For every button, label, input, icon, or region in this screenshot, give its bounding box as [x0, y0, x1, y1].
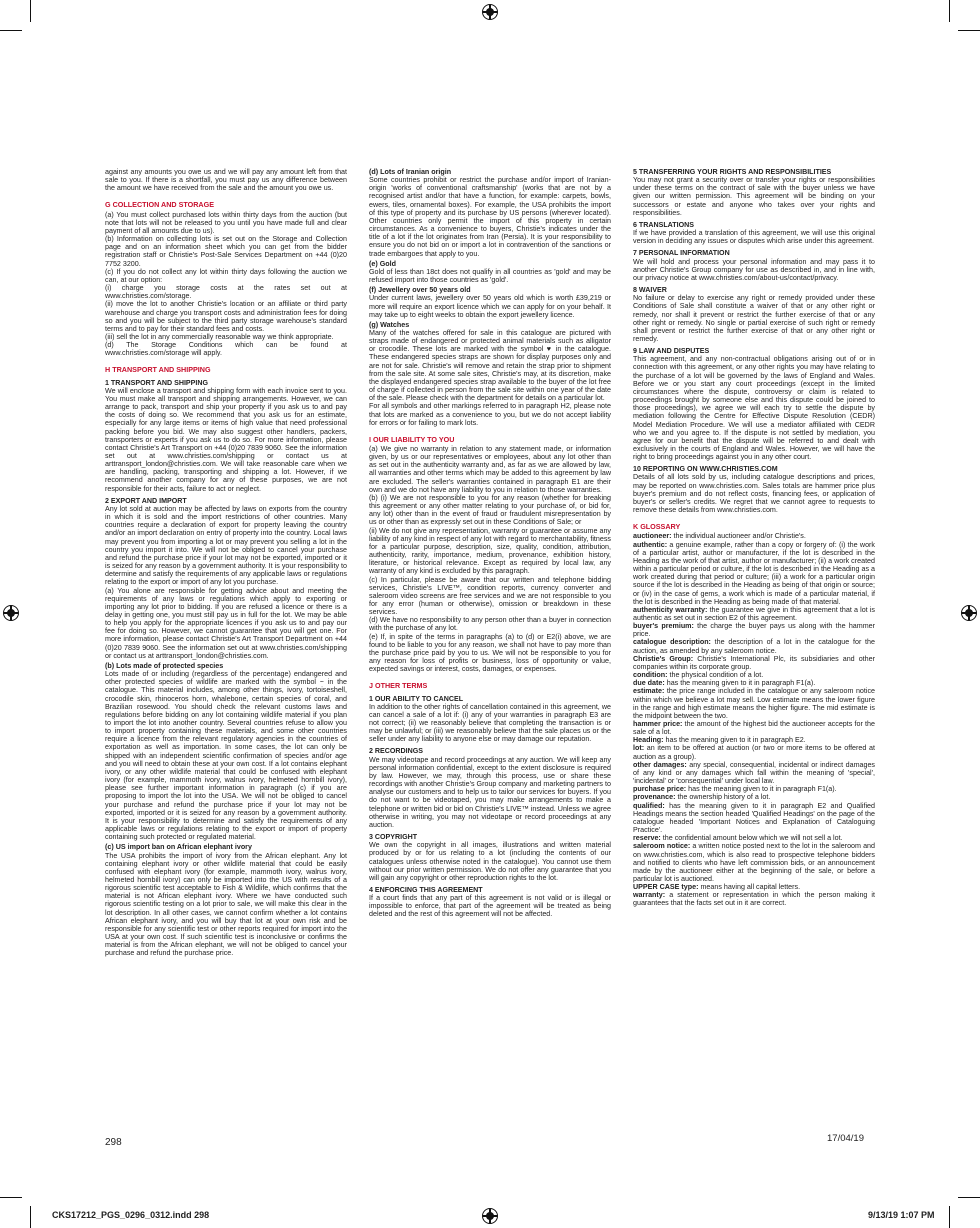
subsection-heading: 2 RECORDINGS	[369, 747, 423, 756]
glossary-definition: has the meaning given to it in paragraph F1(a).	[686, 785, 837, 794]
glossary-definition: the charge the buyer pays us along with the hammer price.	[633, 622, 876, 639]
glossary-entry	[633, 891, 875, 907]
paragraph: The USA prohibits the import of ivory from the African elephant. Any lot containing elephant ivory or other wildlife material that could be easily confused with elephant ivory (for example, mammoth ivory, walrus ivory, helmeted hornbill ivory) can only be imported into the US with results of a rigorous scientific test acceptable to Fish & Wildlife, which confirms that the material is not African elephant ivory. Where we have conducted such rigorous scientific testing on a lot prior to sale, we will make this clear in the lot description. In all other cases, we cannot confirm whether a lot contains African elephant ivory, and you will buy that lot at your own risk and be responsible for any scientific test or other reports required for import into the USA at your own cost. If such scientific test is inconclusive or confirms the material is from the African elephant, we will not be obliged to cancel your purchase and refund the purchase price.	[105, 851, 347, 958]
paragraph: (c) If you do not collect any lot within thirty days following the auction we can, at our option:	[105, 267, 347, 284]
item-heading: (e) Gold	[369, 259, 396, 268]
crop-mark	[30, 0, 31, 22]
glossary-term: auctioneer:	[633, 532, 672, 541]
paragraph: Many of the watches offered for sale in this catalogue are pictured with straps made of endangered or protected animal materials such as alligator or crocodile. These lots are marked with the symbol ♥ in the catalogue. These endangered species straps are shown for display purposes only and are not for sale. Christie's will remove and retain the strap prior to shipment from the sale site. At some sale sites, Christie's may, at its discretion, make the displayed endangered species strap available to the buyer of the lot free of charge if collected in person from the sale site within one year of the date of the sale. Please check with the department for details on a particular lot.	[369, 328, 611, 403]
registration-mark-icon	[482, 4, 498, 20]
section-heading: I OUR LIABILITY TO YOU	[369, 434, 455, 444]
glossary-term: reserve:	[633, 834, 661, 843]
paragraph: Any lot sold at auction may be affected by laws on exports from the country in which it is sold and the import restrictions of other countries. Many countries require a declaration of export for property leaving the country and/or an import declaration on entry of property into the country. Local laws may prevent you from importing a lot or may prevent you selling a lot in the country you import it into. We will not be obliged to cancel your purchase and refund the purchase price if your lot may not be exported, imported or it is seized for any reason by a government authority. It is your responsibility to determine and satisfy the requirements of any applicable laws or regulations relating to the export or import of any lot you purchase.	[105, 504, 347, 587]
subsection-heading: 5 TRANSFERRING YOUR RIGHTS AND RESPONSIBILITIES	[633, 168, 832, 176]
paragraph: If we have provided a translation of this agreement, we will use this original version in deciding any issues or disputes which arise under this agreement.	[633, 229, 875, 246]
glossary-term: due date:	[633, 679, 665, 688]
glossary-entry	[633, 606, 875, 622]
glossary-term: catalogue description:	[633, 638, 711, 647]
glossary-term: purchase price:	[633, 785, 687, 794]
glossary-term: qualified:	[633, 801, 665, 810]
glossary-entry	[633, 744, 875, 760]
glossary-term: saleroom notice:	[633, 842, 691, 851]
crop-mark	[30, 1206, 31, 1228]
glossary-term: other damages:	[633, 760, 687, 769]
paragraph: Some countries prohibit or restrict the purchase and/or import of Iranian-origin 'works of conventional craftsmanship' (works that are not by a recognised artist and/or that have a function, for example: carpets, bowls, ewers, tiles, ornamental boxes). For example, the USA prohibits the import of this type of property and its purchase by US persons (wherever located). Other countries only permit the import of this property in certain circumstances. As a convenience to buyers, Christie's indicates under the title of a lot if the lot originates from Iran (Persia). It is your responsibility to ensure you do not bid on or import a lot in contravention of the sanctions or trade embargoes that apply to you.	[369, 176, 611, 258]
crop-mark	[958, 1197, 980, 1198]
subsection-heading: 10 REPORTING ON WWW.CHRISTIES.COM	[633, 465, 778, 474]
paragraph: This agreement, and any non-contractual obligations arising out of or in connection with this agreement, or any other rights you may have relating to the purchase of a lot will be governed by the laws of England and Wales. Before we or you start any court proceedings (except in the limited circumstances where the dispute, controversy or claim is related to proceedings brought by someone else and this dispute could be joined to those proceedings), we agree we will each try to settle the dispute by mediation following the Centre for Effective Dispute Resolution (CEDR) Model Mediation Procedure. We will use a mediator affiliated with CEDR who we and you agree to. If the dispute is not settled by mediation, you agree for our benefit that the dispute will be referred to and dealt with exclusively in the courts of England and Wales. However, we will have the right to bring proceedings against you in any other court.	[633, 355, 875, 462]
paragraph: If a court finds that any part of this agreement is not valid or is illegal or impossible to enforce, that part of the agreement will be treated as being deleted and the rest of this agreement will not be affected.	[369, 894, 611, 919]
glossary-term: condition:	[633, 671, 668, 680]
paragraph: (b) (i) We are not responsible to you for any reason (whether for breaking this agreement or any other matter relating to your purchase of, or bid for, any lot) other than in the event of fraud or fraudulent misrepresentation by us or other than as expressly set out in these Conditions of Sale; or	[369, 493, 611, 527]
glossary-definition: means having all capital letters.	[698, 883, 801, 892]
subsection-heading: 1 OUR ABILITY TO CANCEL	[369, 694, 464, 703]
crop-mark	[958, 30, 980, 31]
glossary-definition: the individual auctioneer and/or Christie's.	[671, 532, 806, 541]
paragraph: (c) In particular, please be aware that our written and telephone bidding services, Christie's LIVE™, condition reports, currency converter and saleroom video screens are free services and we are not responsible to you for any error (human or otherwise), omission or breakdown in these services.	[369, 575, 611, 617]
subsection-heading: 1 TRANSPORT AND SHIPPING	[105, 378, 209, 387]
paragraph: (a) You alone are responsible for getting advice about and meeting the requirements of any laws or regulations which apply to exporting or importing any lot prior to bidding. If you are refused a licence or there is a delay in getting one, you must still pay us in full for the lot. We may be able to help you apply for the appropriate licences if you ask us to and pay our fee for doing so. However, we cannot guarantee that you will get one. For more information, please contact Christie's Art Transport Department on +44 (0)20 7839 9060. See the information set out at www.christies.com/shipping or contact us at arttransport_london@christies.com.	[105, 586, 347, 660]
paragraph: No failure or delay to exercise any right or remedy provided under these Conditions of Sale shall constitute a waiver of that or any other right or remedy, nor shall it prevent or restrict the further exercise of that or any other right or remedy. No single or partial exercise of such right or remedy shall prevent or restrict the further exercise of that or any other right or remedy.	[633, 294, 875, 343]
glossary-definition: the price range included in the catalogue or any saleroom notice within which we believe a lot may sell. Low estimate means the lower figure in the range and high estimate means the higher figure. The mid estimate is the midpoint between the two.	[633, 687, 875, 720]
subsection-heading: 8 WAIVER	[633, 286, 667, 295]
paragraph: Lots made of or including (regardless of the percentage) endangered and other protected species of wildlife are marked with the symbol ~ in the catalogue. This material includes, among other things, ivory, tortoiseshell, crocodile skin, rhinoceros horn, whalebone, certain species of coral, and Brazilian rosewood. You should check the relevant customs laws and regulations before bidding on any lot containing wildlife material if you plan to import the lot into another country. Several countries refuse to allow you to import property containing these materials, and some other countries require a licence from the relevant regulatory agencies in the countries of exportation as well as importation. In some cases, the lot can only be shipped with an independent scientific confirmation of species and/or age and you will need to obtain these at your own cost. If a lot contains elephant ivory, or any other wildlife material that could be confused with elephant ivory (for example, mammoth ivory, walrus ivory, helmeted hornbill ivory), please see further important information in paragraph (c) if you are proposing to import the lot into the USA. We will not be obliged to cancel your purchase and refund the purchase price if your lot may not be exported, imported or it is seized for any reason by a government authority. It is your responsibility to determine and satisfy the requirements of any applicable laws or regulations relating to the export or import of property containing such protected or regulated material.	[105, 670, 347, 842]
section-heading: H TRANSPORT AND SHIPPING	[105, 365, 211, 375]
subsection-heading: 7 PERSONAL INFORMATION	[633, 249, 730, 258]
slug-filename: CKS17212_PGS_0296_0312.indd 298	[52, 1210, 210, 1220]
glossary-entry	[633, 679, 875, 687]
glossary-definition: any special, consequential, incidental or indirect damages of any kind or any damages which fall within the meaning of 'special', 'incidental' or 'consequential' under local law.	[633, 760, 875, 786]
paragraph: against any amounts you owe us and we will pay any amount left from that sale to you. If there is a shortfall, you must pay us any difference between the amount we have received from the sale and the amount you owe us.	[105, 168, 347, 193]
glossary-definition: the ownership history of a lot.	[675, 793, 771, 802]
column-2	[369, 168, 611, 919]
glossary-term: authentic:	[633, 540, 668, 549]
glossary-definition: the amount of the highest bid the auctioneer accepts for the sale of a lot.	[633, 720, 875, 737]
glossary-entry	[633, 622, 875, 638]
registration-mark-icon	[482, 1208, 498, 1224]
crop-mark	[949, 1206, 950, 1228]
paragraph: (ii) We do not give any representation, warranty or guarantee or assume any liability of any kind in respect of any lot with regard to merchantability, fitness for a particular purpose, description, size, quality, condition, attribution, authenticity, rarity, importance, medium, provenance, exhibition history, literature, or historical relevance. Except as required by local law, any warranty of any kind is excluded by this paragraph.	[369, 526, 611, 576]
glossary-entry	[633, 541, 875, 606]
glossary-definition: an item to be offered at auction (or two or more items to be offered at auction as a group).	[633, 744, 875, 761]
glossary-entry	[633, 532, 875, 540]
glossary-term: hammer price:	[633, 720, 683, 728]
item-heading: (d) Lots of Iranian origin	[369, 168, 452, 176]
paragraph: In addition to the other rights of cancellation contained in this agreement, we can cancel a sale of a lot if: (i) any of your warranties in paragraph E3 are not correct; (ii) we reasonably believe that completing the transaction is or may be unlawful; or (iii) we reasonably believe that the sale places us or the seller under any liability to anyone else or may damage our reputation.	[369, 702, 611, 744]
glossary-entry	[633, 802, 875, 835]
registration-mark-icon	[961, 605, 977, 621]
column-1	[105, 168, 347, 958]
paragraph: You may not grant a security over or transfer your rights or responsibilities under these terms on the contract of sale with the buyer unless we have given our written permission. This agreement will be binding on your successors or estate and anyone who takes over your rights and responsibilities.	[633, 176, 875, 217]
glossary	[633, 532, 875, 907]
section-heading: J OTHER TERMS	[369, 681, 428, 691]
paragraph: (i) charge you storage costs at the rates set out at www.christies.com/storage.	[105, 284, 347, 301]
glossary-entry	[633, 671, 875, 679]
glossary-entry	[633, 761, 875, 785]
glossary-term: provenance:	[633, 793, 676, 802]
subsection-heading: 3 COPYRIGHT	[369, 833, 418, 842]
paragraph: We will enclose a transport and shipping form with each invoice sent to you. You must make all transport and shipping arrangements. However, we can arrange to pack, transport and ship your property if you ask us to and pay the costs of doing so. We recommend that you ask us for an estimate, especially for any large items or items of high value that need professional packing before you bid. We may also suggest other handlers, packers, transporters or experts if you ask us to do so. For more information, please contact Christie's Art Transport on +44 (0)20 7839 9060. See the information set out at www.christies.com/shipping or contact us at arttransport_london@christies.com. We will take reasonable care when we are handling, packing, transporting and shipping a lot. However, if we recommend another company for any of these purposes, we are not responsible for their acts, failure to act or neglect.	[105, 386, 347, 493]
paragraph: Under current laws, jewellery over 50 years old which is worth £39,219 or more will require an export licence which we can apply for on your behalf. It may take up to eight weeks to obtain the export jewellery licence.	[369, 294, 611, 319]
glossary-entry	[633, 687, 875, 720]
paragraph: We will hold and process your personal information and may pass it to another Christie's Group company for use as described in, and in line with, our privacy notice at www.christies.com/about-us/contact/privacy.	[633, 257, 875, 282]
glossary-entry	[633, 736, 875, 744]
glossary-entry	[633, 793, 875, 801]
paragraph: (d) We have no responsibility to any person other than a buyer in connection with the purchase of any lot.	[369, 616, 611, 633]
glossary-definition: has the meaning given to it in paragraph F1(a).	[664, 679, 816, 688]
glossary-entry	[633, 638, 875, 654]
glossary-entry	[633, 842, 875, 883]
item-heading: (b) Lots made of protected species	[105, 661, 224, 670]
paragraph: (b) Information on collecting lots is set out on the Storage and Collection page and on an information sheet which you can get from the bidder registration staff or Christie's Post-Sale Services Department on +44 (0)20 7752 3200.	[105, 235, 347, 268]
paragraph: We own the copyright in all images, illustrations and written material produced by or for us relating to a lot (including the contents of our catalogues unless otherwise noted in the catalogue). You cannot use them without our prior written permission. We do not offer any guarantee that you will gain any copyright or other reproduction rights to the lot.	[369, 841, 611, 882]
slug-datetime: 9/13/19 1:07 PM	[868, 1210, 935, 1220]
glossary-term: authenticity warranty:	[633, 605, 708, 614]
paragraph: (a) You must collect purchased lots within thirty days from the auction (but note that lots will not be released to you until you have made full and clear payment of all amounts due to us).	[105, 210, 347, 235]
item-heading: (f) Jewellery over 50 years old	[369, 286, 471, 295]
paragraph: For all symbols and other markings referred to in paragraph H2, please note that lots are marked as a convenience to you, but we do not accept liability for errors or for failing to mark lots.	[369, 402, 611, 427]
paragraph: Gold of less than 18ct does not qualify in all countries as 'gold' and may be refused import into those countries as 'gold'.	[369, 267, 611, 285]
glossary-definition: has the meaning given to it in paragraph E2 and Qualified Headings means the section headed 'Qualified Headings' on the page of the catalogue headed 'Important Notices and Explanation of Cataloguing Practice'.	[633, 801, 875, 835]
glossary-term: Christie's Group:	[633, 654, 694, 663]
glossary-definition: Christie's International Plc, its subsidiaries and other companies within its corporate group.	[633, 654, 875, 671]
glossary-definition: has the meaning given to it in paragraph E2.	[663, 736, 806, 745]
section-heading: K GLOSSARY	[633, 522, 681, 532]
crop-mark	[0, 1197, 22, 1198]
paragraph: (a) We give no warranty in relation to any statement made, or information given, by us or our representatives or employees, about any lot other than as set out in the authenticity warranty and, as far as we are allowed by law, all warranties and other terms which may be added to this agreement by law are excluded. The seller's warranties contained in paragraph E1 are their own and we do not have any liability to you in relation to those warranties.	[369, 445, 611, 494]
glossary-entry	[633, 655, 875, 671]
column-3	[633, 168, 875, 908]
registration-mark-icon	[3, 605, 19, 621]
subsection-heading: 2 EXPORT AND IMPORT	[105, 496, 187, 505]
glossary-term: Heading:	[633, 736, 664, 745]
crop-mark	[0, 30, 22, 31]
glossary-term: estimate:	[633, 687, 665, 696]
section-heading: G COLLECTION AND STORAGE	[105, 200, 215, 210]
glossary-term: buyer's premium:	[633, 622, 694, 631]
glossary-definition: the confidential amount below which we will not sell a lot.	[660, 834, 843, 843]
paragraph: (e) If, in spite of the terms in paragraphs (a) to (d) or E2(i) above, we are found to be liable to you for any reason, we shall not have to pay more than the purchase price paid by you to us. We will not be responsible to you for any reason for loss of profits or business, loss of opportunity or value, expected savings or interest, costs, damages, or expenses.	[369, 632, 611, 674]
crop-mark	[949, 0, 950, 22]
glossary-entry	[633, 883, 875, 891]
paragraph: Details of all lots sold by us, including catalogue descriptions and prices, may be reported on www.christies.com. Sales totals are hammer price plus buyer's premium and do not reflect costs, financing fees, or application of buyer's or seller's credits. We regret that we cannot agree to requests to remove these details from www.christies.com.	[633, 473, 875, 515]
glossary-definition: the description of a lot in the catalogue for the auction, as amended by any saleroom notice.	[633, 638, 875, 655]
page-date: 17/04/19	[827, 1133, 864, 1144]
paragraph: (d) The Storage Conditions which can be found at www.christies.com/storage will apply.	[105, 341, 347, 358]
subsection-heading: 6 TRANSLATIONS	[633, 220, 694, 229]
paragraph: (ii) move the lot to another Christie's location or an affiliate or third party warehouse and charge you transport costs and administration fees for doing so and you will be subject to the third party storage warehouse's standard terms and to pay for their standard fees and costs.	[105, 300, 347, 333]
item-heading: (c) US import ban on African elephant ivory	[105, 843, 252, 852]
glossary-definition: a genuine example, rather than a copy or forgery of: (i) the work of a particular artist, author or manufacturer, if the lot is described in the Heading as the work of that artist, author or manufacturer; (ii) a work created within a particular period or culture, if the lot is described in the Heading as a work created during that period or culture; (iii) a work for a particular origin source if the lot is described in the Heading as being of that origin or source; or (iv) in the case of gems, a work which is made of a particular material, if the lot is described in the Heading as being made of that material.	[633, 540, 875, 606]
glossary-entry	[633, 785, 875, 793]
paragraph: We may videotape and record proceedings at any auction. We will keep any personal information confidential, except to the extent disclosure is required by law. However, we may, through this process, use or share these recordings with another Christie's Group company and marketing partners to analyse our customers and to help us to tailor our services for buyers. If you do not want to be videotaped, you may make arrangements to make a telephone or written bid or bid on Christie's LIVE™ instead. Unless we agree otherwise in writing, you may not videotape or record proceedings at any auction.	[369, 755, 611, 829]
glossary-definition: the physical condition of a lot.	[667, 671, 764, 680]
item-heading: (g) Watches	[369, 320, 410, 329]
glossary-entry	[633, 834, 875, 842]
glossary-term: warranty:	[633, 891, 666, 900]
subsection-heading: 4 ENFORCING THIS AGREEMENT	[369, 885, 483, 894]
glossary-definition: the guarantee we give in this agreement that a lot is authentic as set out in section E2 of this agreement.	[633, 605, 875, 622]
glossary-definition: a statement or representation in which the person making it guarantees that the facts set out in it are correct.	[633, 891, 875, 908]
subsection-heading: 9 LAW AND DISPUTES	[633, 347, 710, 356]
glossary-term: lot:	[633, 744, 645, 753]
glossary-entry	[633, 720, 875, 736]
paragraph: (iii) sell the lot in any commercially reasonable way we think appropriate.	[105, 332, 334, 341]
page-number: 298	[105, 1137, 122, 1148]
glossary-definition: a written notice posted next to the lot in the saleroom and on www.christies.com, which is also read to prospective telephone bidders and notified to clients who have left commission bids, or an announcement made by the auctioneer either at the beginning of the sale, or before a particular lot is auctioned.	[633, 842, 876, 883]
glossary-term: UPPER CASE type:	[633, 883, 699, 892]
